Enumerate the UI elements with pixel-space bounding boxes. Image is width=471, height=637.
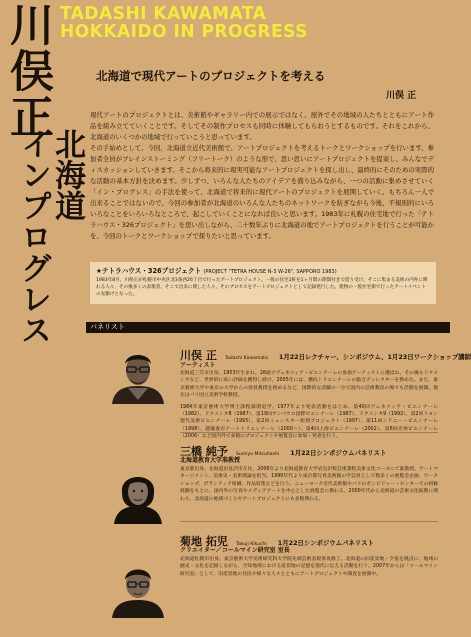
essay-paragraph: その手始めとして、今回、北海道立近代美術館で、アートプロジェクトを考えるトークとワークショップを行います。参加者全員がブレインストーミング（フリートーク）のような形で、思い思いにアートプロジェクトを提案し、みんなでディスカッションしていきます。そこから将来的に現実可能なアートプロジェクトを探し出し、最終的にそのための実際的な活動の基本方針を決めます。少しずつ、いろんな人たちのアイデアを盛り込みながら、一つの活動に集めさせていく「イン・プログレス」の手法を使って、北海道で将来的に現代アートのプロジェクトを展開していく。もちろん一人で出来ることではないので、今回の参加者が北海道のいろんな人たちのネットワークを紡ぎながら今後、不規則的にいろいろなことをいろいろなところで、起こしていくことになれば良いと思います。1983年に札幌の住宅地で行った「テトラハウス・326プロジェクト」を思い出しながら、二十数年ぶりに北海道の地でアートプロジェクトを行うことが可能かを、今回のトークとワークショップで探りたいと思っています。 [90, 144, 434, 240]
info-box-description: 1983年8月、川俣正が札幌市中央区北3条西26丁目で行ったアートプロジェクト。一般の住宅1軒を1ヶ月間の期間付きで借り受け、そこに集まる美術の内外に関わる人々、その後多くの表現者、そこで出来に関した人々、そのプロセスをアートプロジェクトとして記録発行した。建物の一般住宅街で行ったアートイベントの先駆けとなった。 [96, 278, 428, 297]
panelist-name-reading: Takuji Kikuchi [235, 542, 267, 547]
panelist-photo-kawamata [108, 342, 168, 404]
panelist-affiliation: アーティスト [180, 362, 216, 369]
panelist-name: 三橋 純予 [180, 445, 228, 458]
panelist-bio [180, 556, 438, 578]
panelist-bio-paragraph: 北海道三笠市出身。1953年生まれ。28歳でヴェネツィア・ビエンナーレの参加アーティストに選ばれ、その後もドクメンタなど、世界的に高い評価を獲得し続け、2005年には、横浜トリエンナーレの総合ディレクターを務めた。また、東京藝術大学や東京の大学からの客員教授を務めるなど、国際的な活躍の一方で国内の芸術教育の場でも活動を展開。現在はパリ国立美術学校教授。 [180, 371, 438, 399]
panelist-bio [180, 466, 438, 503]
info-box-title-sub: (PROJECT "TETRA HOUSE N-3 W-26", SAPPORO 1983) [203, 269, 337, 275]
vertical-title-subtitle [15, 128, 85, 345]
panelists-section-bar: パネリスト [86, 322, 450, 333]
panelist-bio [180, 370, 438, 441]
panelist-name: 菊地 拓児 [180, 535, 228, 548]
panelist-name-reading: Sumiyo Mitsuhashi [235, 452, 280, 457]
info-box-title-main: ★テトラハウス・326プロジェクト [96, 267, 202, 275]
panelist-role: 1月22日シンポジウムパネリスト [290, 449, 387, 457]
panelist-affiliation: クリエイター／コールマイン研究室 室長 [180, 547, 290, 554]
panelist-bio-paragraph: 東京都出身。北海道岩見沢市在住。2006年より北海道教育大学岩見沢校芸術課程美術文化コースにて准教授。アートマネージメント、美術史・美術理論を担当。1990年代より東京都写真美術館の学芸員として数多くの展覧会企画、ワークショップ、ボランティア組織、作品収集などを行う。ニューヨーク近代美術館やパリのポンピドゥー・センターでの研修経験をもとに、国内外の写真やメディアアートを中心とした展覧会に携わる。2000年代から北海道の芸術文化振興に関わり、北海道の地域づくりやアートプロジェクトにも多数関わる。 [180, 467, 438, 502]
vertical-subtitle-line-1: 北海道 [49, 128, 85, 221]
english-title-line-2: HOKKAIDO IN PROGRESS [60, 21, 308, 43]
panelist-photo-mitsuhashi [108, 462, 168, 524]
english-title-line-1: TADASHI KAWAMATA [60, 3, 267, 25]
info-box-tetra-house [90, 262, 436, 304]
panelist-bio-paragraph: 北海道札幌市出身。東京藝術大学美術研究科大学院先端芸術表現専攻修了。北海道の旧産炭地・夕張を拠点に、地域の歴史・文化を記録しながら、空知地域における産炭地の記憶を現代に伝える活動を行う。2007年からは「コールマイン研究室」として、旧産炭地の住民や様々な人々とともにアートプロジェクトや調査を展開中。 [180, 557, 438, 577]
essay-headline: 北海道で現代アートのプロジェクトを考える [96, 69, 326, 83]
essay-paragraph: 現代アートのプロジェクトとは、美術館やギャラリー内での展示ではなく、屋外でその地域の人たちとともにアート作品を組み立てていくことです。そしてその制作プロセスも同時に体験してもらおうとするものです。それをこれから、北海道のいくつかの地域で行っていこうと思っています。 [90, 111, 434, 141]
vertical-title-name: 川俣正 [2, 2, 53, 140]
panelist-role: 1月22日レクチャー、シンポジウム、1月23日ワークショップ講師 [278, 353, 471, 361]
panelist-name-reading: Tadashi Kawamata [224, 356, 268, 361]
panelist-role: 1月22日シンポジウムパネリスト [277, 539, 374, 547]
essay-byline: 川俣 正 [386, 91, 417, 101]
panelist-name-row [180, 344, 471, 363]
panelist-affiliation: 北海道教育大学准教授 [180, 457, 241, 464]
panelist-divider [180, 521, 438, 522]
panelist-photo-kikuchi [108, 556, 168, 618]
panelist-bio-paragraph: 1984年東京藝術大学博士課程満期退学。1977年より発表活動をはじめ、第40回ヴェネツィア・ビエンナーレ（1982）、ドクメンタ8（1987）、第19回サンパウロ国際ビエンナーレ（1987）、ドクメンタ9（1992）、第2回リヨン現代美術ビエンナーレ（1993）、第2回ミュンスター彫刻プロジェクト（1997）、第11回シドニー・ビエンナーレ（1998）、越後妻有アートトリエンナーレ（2000～）、第4回上海ビエンナーレ（2002）、第6回光州ビエンナーレ（2006）など国内外で多数のプロジェクトや展覧会に参加・発表を行う。 [180, 404, 438, 440]
info-box-title [96, 265, 430, 275]
panelist-name: 川俣 正 [180, 349, 217, 362]
panelist-divider [180, 432, 438, 433]
vertical-subtitle-line-2: インプログレス [15, 128, 51, 345]
essay-body [90, 110, 434, 242]
